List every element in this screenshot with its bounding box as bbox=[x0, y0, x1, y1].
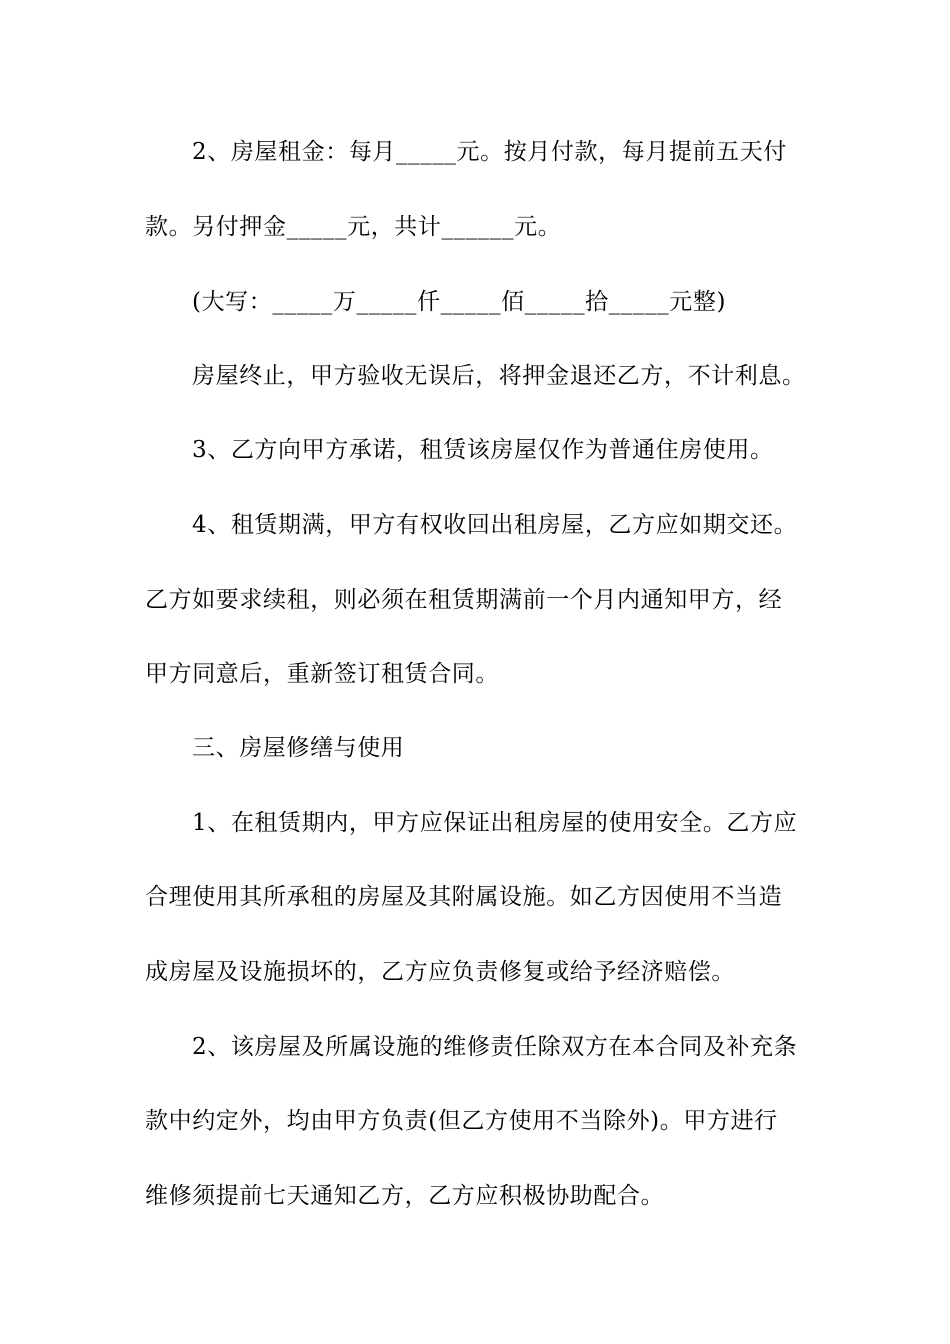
section-3-clause-2-line-1: 2、该房屋及所属设施的维修责任除双方在本合同及补充条 bbox=[192, 1034, 798, 1060]
section-3-clause-2-line-2: 款中约定外，均由甲方负责(但乙方使用不当除外)。甲方进行 bbox=[145, 1108, 778, 1134]
clause-2-rent-line-1: 2、房屋租金：每月_____元。按月付款，每月提前五天付 bbox=[192, 139, 787, 165]
deposit-refund-line: 房屋终止，甲方验收无误后，将押金退还乙方，不计利息。 bbox=[192, 363, 806, 389]
clause-4-line-2: 乙方如要求续租，则必须在租赁期满前一个月内通知甲方，经 bbox=[145, 587, 783, 613]
section-3-clause-1-line-1: 1、在租赁期内，甲方应保证出租房屋的使用安全。乙方应 bbox=[192, 810, 798, 836]
section-3-heading: 三、房屋修缮与使用 bbox=[192, 735, 405, 761]
section-3-clause-1-line-3: 成房屋及设施损坏的，乙方应负责修复或给予经济赔偿。 bbox=[145, 959, 735, 985]
section-3-clause-1-line-2: 合理使用其所承租的房屋及其附属设施。如乙方因使用不当造 bbox=[145, 884, 783, 910]
clause-2-rent-line-3: (大写：_____万_____仟_____佰_____拾_____元整) bbox=[192, 289, 727, 315]
clause-4-line-1: 4、租赁期满，甲方有权收回出租房屋，乙方应如期交还。 bbox=[192, 512, 798, 538]
clause-3-line: 3、乙方向甲方承诺，租赁该房屋仅作为普通住房使用。 bbox=[192, 437, 774, 463]
clause-4-line-3: 甲方同意后，重新签订租赁合同。 bbox=[145, 661, 499, 687]
clause-2-rent-line-2: 款。另付押金_____元，共计______元。 bbox=[145, 214, 562, 240]
section-3-clause-2-line-3: 维修须提前七天通知乙方，乙方应积极协助配合。 bbox=[145, 1183, 665, 1209]
